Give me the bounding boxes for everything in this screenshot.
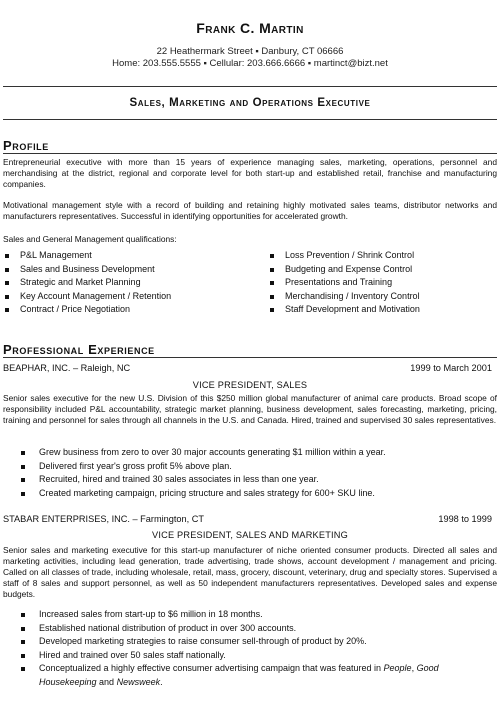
publication-good-housekeeping: Good Housekeeping [39, 663, 439, 687]
achievement-item: Delivered first year's gross profit 5% above plan. [3, 460, 497, 474]
job-2-summary: Senior sales and marketing executive for this start-up manufacturer of niche oriented consumer products. Directed all sales and marketing activities, including lead generation, trade advertising, trade shows, account development / management and pricing. Called on all classes of trade, including wholesale, retail, mass, grocery, discount, veterinary, drug and specialty stores. Supervised a staff of 8 sales and support personnel, as well as 50 independent manufacturers representatives. Developed sales and expense budgets. [3, 545, 497, 599]
divider-top [3, 86, 497, 87]
job-1-dates: 1999 to March 2001 [410, 363, 492, 373]
qualification-item: P&L Management [3, 249, 171, 263]
separator: , [411, 663, 417, 674]
job-2-title: VICE PRESIDENT, SALES AND MARKETING [152, 530, 348, 540]
qualification-item: Loss Prevention / Shrink Control [268, 249, 420, 263]
job-1-company: BEAPHAR, INC. – Raleigh, NC [3, 363, 131, 373]
qualification-item: Merchandising / Inventory Control [268, 290, 420, 304]
period: . [160, 676, 163, 687]
section-title-experience: Professional Experience [3, 342, 155, 357]
experience-rule [3, 357, 497, 358]
candidate-name: Frank C. Martin [196, 20, 304, 36]
achievement-item: Grew business from zero to over 30 major accounts generating $1 million within a year. [3, 446, 497, 460]
publication-people: People [383, 663, 412, 674]
qualification-item: Budgeting and Expense Control [268, 263, 420, 277]
achievement-item: Recruited, hired and trained 30 sales associates in less than one year. [3, 473, 497, 487]
separator: and [96, 676, 117, 687]
qualification-item: Presentations and Training [268, 276, 420, 290]
divider-bottom [3, 119, 497, 120]
address-line: 22 Heathermark Street ▪ Danbury, CT 06666 [156, 46, 344, 57]
achievement-item: Increased sales from start-up to $6 million in 18 months. [3, 608, 497, 622]
qualifications-right [268, 249, 420, 317]
job-1-achievements [3, 446, 497, 500]
contact-line: Home: 203.555.5555 ▪ Cellular: 203.666.6666 ▪ martinct@bizt.net [112, 58, 388, 69]
achievement-item-featured [3, 662, 497, 689]
qualification-item: Key Account Management / Retention [3, 290, 171, 304]
profile-paragraph-2: Motivational management style with a record of building and retaining highly motivated sales teams, distributor networks and manufacturers representatives. Successful in identifying opportunities for accelerated growth. [3, 200, 497, 221]
achievement-item: Established national distribution of product in over 300 accounts. [3, 622, 497, 636]
job-1-summary: Senior sales executive for the new U.S. Division of this $250 million global manufacturer of animal care products. Broad scope of responsibility included P&L accountability, strategic market planning, business development, sales forecasting, marketing, pricing, training and personnel for sales through all channels in the U.S. and Canada. Hired, trained and supervised 30 sales representatives. [3, 393, 497, 425]
achievement-item: Created marketing campaign, pricing structure and sales strategy for 600+ SKU line. [3, 487, 497, 501]
qualifications-intro: Sales and General Management qualifications: [3, 234, 177, 244]
qualification-item: Sales and Business Development [3, 263, 171, 277]
qualification-item: Strategic and Market Planning [3, 276, 171, 290]
job-2-dates: 1998 to 1999 [438, 514, 492, 524]
achievement-item: Developed marketing strategies to raise consumer sell-through of product by 20%. [3, 635, 497, 649]
job-2-company: STABAR ENTERPRISES, INC. – Farmington, CT [3, 514, 204, 524]
headline: Sales, Marketing and Operations Executive [129, 97, 371, 109]
qualifications-left [3, 249, 171, 317]
profile-rule [3, 153, 497, 154]
achievement-item: Hired and trained over 50 sales staff nationally. [3, 649, 497, 663]
profile-paragraph-1: Entrepreneurial executive with more than 15 years of experience managing sales, marketing, operations, personnel and merchandising at the district, regional and corporate level for both start-up and established retail, franchise and manufacturing companies. [3, 157, 497, 189]
publication-newsweek: Newsweek [116, 676, 161, 687]
section-title-profile: Profile [3, 138, 49, 153]
featured-text: Conceptualized a highly effective consumer advertising campaign that was featured in [39, 663, 384, 674]
qualification-item: Contract / Price Negotiation [3, 303, 171, 317]
job-1-title: VICE PRESIDENT, SALES [192, 380, 308, 390]
job-2-achievements [3, 608, 497, 690]
qualification-item: Staff Development and Motivation [268, 303, 420, 317]
